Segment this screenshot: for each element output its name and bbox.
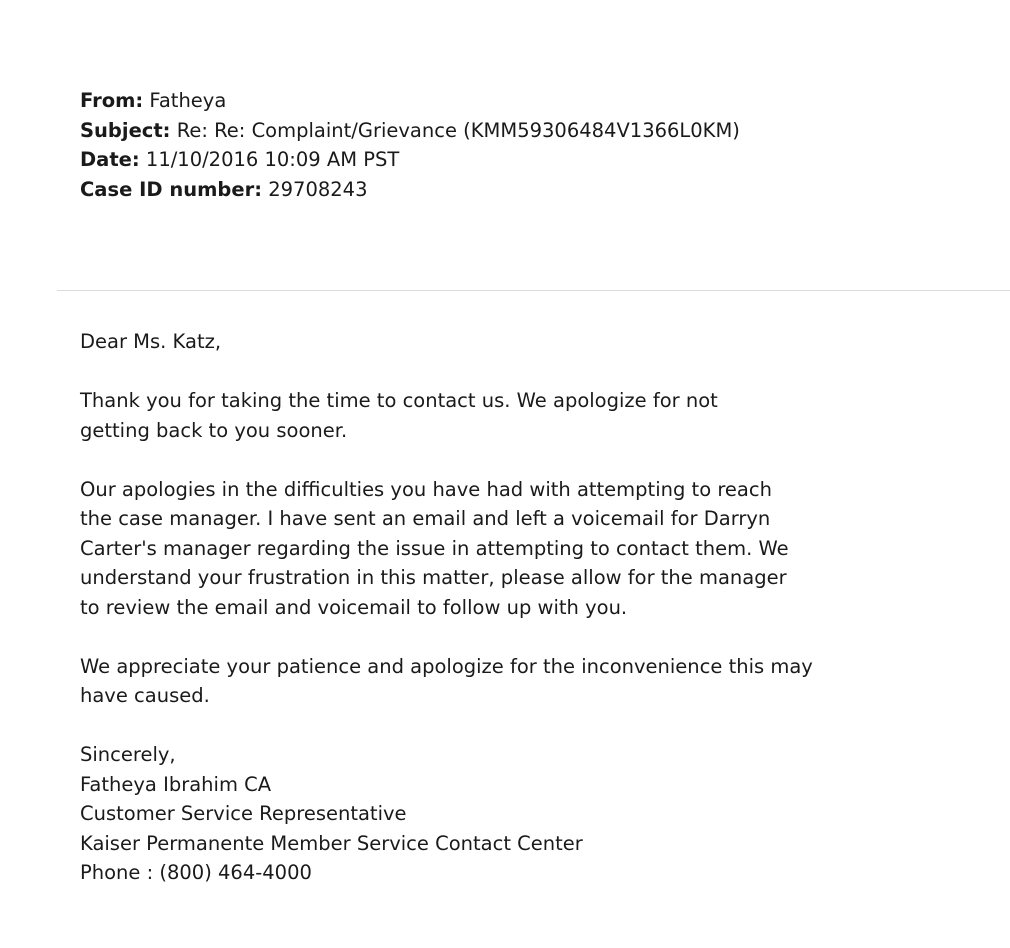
paragraph-line: understand your frustration in this matter, please allow for the manager: [80, 566, 787, 589]
from-row: [80, 86, 740, 116]
paragraph-2: [80, 475, 980, 623]
paragraph-line: the case manager. I have sent an email and left a voicemail for Darryn: [80, 507, 771, 530]
paragraph-line: Carter's manager regarding the issue in attempting to contact them. We: [80, 536, 789, 560]
date-row: [80, 145, 740, 175]
signature-organization: Kaiser Permanente Member Service Contact Center: [80, 831, 583, 855]
paragraph-line: to review the email and voicemail to follow up with you.: [80, 595, 628, 619]
from-value: Fatheya: [149, 89, 227, 112]
signature-closing: Sincerely,: [80, 743, 176, 766]
from-label: From:: [80, 89, 144, 112]
email-header: [80, 86, 740, 204]
date-label: Date:: [80, 148, 140, 171]
signature-block: [80, 740, 980, 888]
greeting-line: Dear Ms. Katz,: [80, 330, 222, 353]
signature-name: Fatheya Ibrahim CA: [80, 772, 272, 796]
paragraph-line: Our apologies in the difficulties you have had with attempting to reach: [80, 477, 772, 501]
signature-title: Customer Service Representative: [80, 802, 407, 825]
paragraph-line: We appreciate your patience and apologize for the inconvenience this may: [80, 654, 813, 678]
subject-value: Re: Re: Complaint/Grievance (KMM59306484V1366L0KM): [176, 118, 740, 142]
case-id-label: Case ID number:: [80, 177, 263, 201]
paragraph-line: Thank you for taking the time to contact us. We apologize for not: [80, 389, 718, 412]
case-id-value: 29708243: [268, 177, 368, 201]
paragraph-line: have caused.: [80, 684, 210, 707]
subject-row: [80, 116, 740, 146]
subject-label: Subject:: [80, 118, 171, 142]
paragraph-1: [80, 386, 980, 445]
greeting: [80, 327, 980, 357]
case-id-row: [80, 175, 740, 205]
header-divider: [57, 290, 1010, 291]
paragraph-3: [80, 652, 980, 711]
paragraph-line: getting back to you sooner.: [80, 418, 348, 442]
signature-phone: Phone : (800) 464-4000: [80, 861, 312, 884]
date-value: 11/10/2016 10:09 AM PST: [145, 148, 400, 171]
email-body: [80, 327, 980, 888]
